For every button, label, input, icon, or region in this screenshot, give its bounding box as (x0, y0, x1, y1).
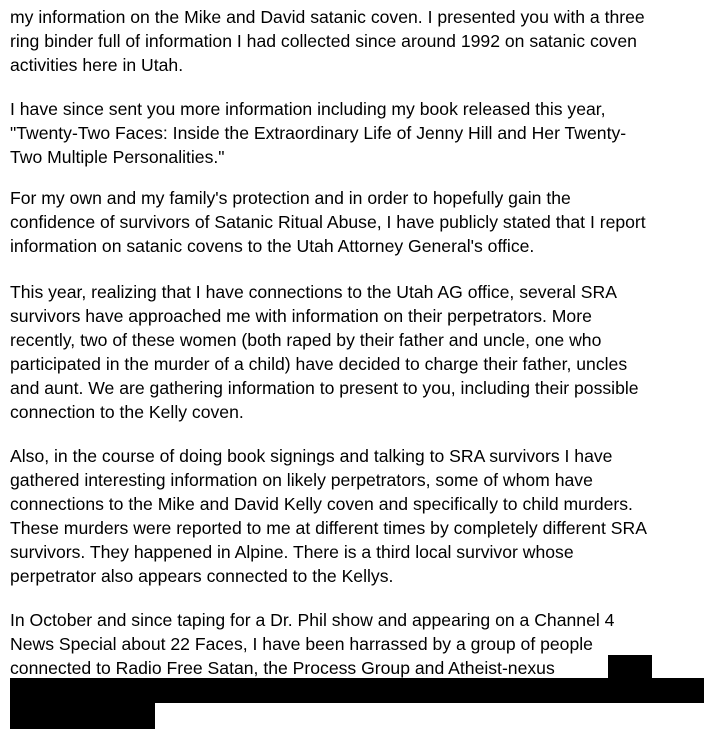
text-line: perpetrator also appears connected to the Kellys. (10, 566, 394, 586)
text-line: gathered interesting information on likely perpetrators, some of whom have (10, 470, 593, 490)
paragraph-3 (10, 186, 646, 258)
redaction-block (10, 702, 155, 729)
text-line: participated in the murder of a child) have decided to charge their father, uncles (10, 354, 628, 374)
redaction-block (10, 678, 704, 703)
text-line: and aunt. We are gathering information to present to you, including their possible (10, 378, 639, 398)
text-line: survivors have approached me with information on their perpetrators. More (10, 306, 592, 326)
text-line: This year, realizing that I have connections to the Utah AG office, several SRA (10, 282, 617, 302)
text-line: connection to the Kelly coven. (10, 402, 244, 422)
text-line: activities here in Utah. (10, 55, 184, 75)
text-line: News Special about 22 Faces, I have been harrassed by a group of people (10, 634, 593, 654)
text-line: ring binder full of information I had collected since around 1992 on satanic coven (10, 31, 637, 51)
text-line: information on satanic covens to the Utah Attorney General's office. (10, 236, 535, 256)
text-line: connections to the Mike and David Kelly coven and specifically to child murders. (10, 494, 633, 514)
text-line: In October and since taping for a Dr. Phil show and appearing on a Channel 4 (10, 610, 615, 630)
paragraph-4 (10, 280, 639, 424)
text-line: survivors. They happened in Alpine. There is a third local survivor whose (10, 542, 574, 562)
text-line: Two Multiple Personalities." (10, 147, 225, 167)
text-line: my information on the Mike and David satanic coven. I presented you with a three (10, 7, 645, 27)
text-line: These murders were reported to me at different times by completely different SRA (10, 518, 647, 538)
text-line: connected to Radio Free Satan, the Process Group and Atheist-nexus (10, 658, 555, 678)
text-line: "Twenty-Two Faces: Inside the Extraordinary Life of Jenny Hill and Her Twenty- (10, 123, 627, 143)
text-line: confidence of survivors of Satanic Ritual Abuse, I have publicly stated that I report (10, 212, 646, 232)
paragraph-6 (10, 608, 614, 680)
paragraph-5 (10, 444, 647, 588)
paragraph-2 (10, 97, 626, 169)
text-line: recently, two of these women (both raped by their father and uncle, one who (10, 330, 602, 350)
text-line: I have since sent you more information including my book released this year, (10, 99, 606, 119)
text-line: Also, in the course of doing book signings and talking to SRA survivors I have (10, 446, 613, 466)
text-line: For my own and my family's protection and in order to hopefully gain the (10, 188, 571, 208)
paragraph-1 (10, 5, 645, 77)
redaction-block (608, 655, 652, 679)
